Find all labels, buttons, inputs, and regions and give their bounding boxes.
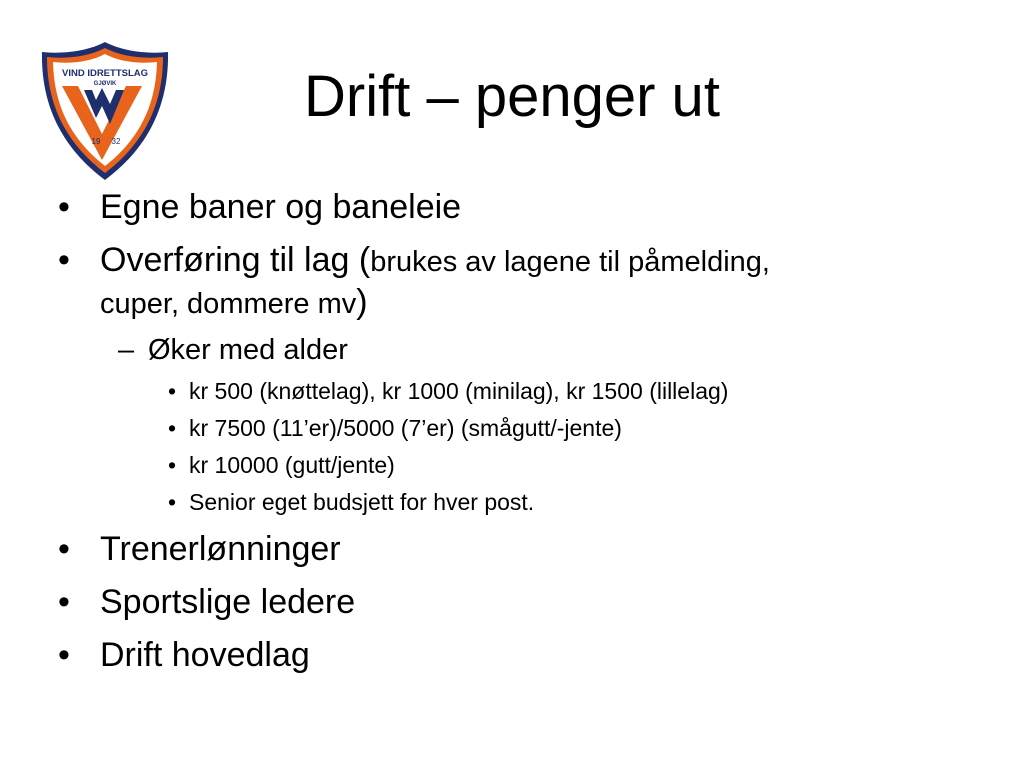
dash-marker: –: [118, 334, 135, 366]
sub-sub-list-item-text: kr 7500 (11’er)/5000 (7’er) (smågutt/-jente): [189, 415, 622, 441]
bullet-marker: •: [168, 378, 177, 404]
slide-title: Drift – penger ut: [304, 64, 720, 129]
bullet-marker: •: [168, 415, 177, 441]
bullet-marker: •: [168, 489, 177, 515]
sub-sub-list-item-text: kr 10000 (gutt/jente): [189, 452, 395, 478]
list-item-detail-text: brukes av lagene til påmelding,: [370, 246, 770, 278]
list-item-detail-text: cuper, dommere mv: [100, 288, 357, 320]
bullet-marker: •: [58, 241, 70, 279]
list-item-text: Sportslige ledere: [100, 583, 356, 621]
bullet-marker: •: [58, 530, 70, 568]
list-item-text: Egne baner og baneleie: [100, 188, 462, 226]
logo-top-text: VIND IDRETTSLAG: [61, 68, 149, 79]
logo-sub-text: GJØVIK: [93, 81, 117, 87]
list-item-main-text: Overføring til lag (: [100, 241, 371, 279]
bullet-marker: •: [58, 188, 70, 226]
list-item-text: Drift hovedlag: [100, 636, 310, 674]
list-item: [0, 240, 1024, 326]
logo-year-right: 32: [111, 137, 121, 146]
sub-list-item-text: Øker med alder: [148, 334, 348, 366]
sub-sub-list-item-text: Senior eget budsjett for hver post.: [189, 489, 535, 515]
list-item-close-paren: ): [356, 283, 368, 321]
list-item-text-continued: [100, 282, 368, 324]
bullet-marker: •: [58, 583, 70, 621]
bullet-marker: •: [168, 452, 177, 478]
sub-sub-list-item-text: kr 500 (knøttelag), kr 1000 (minilag), kr 1500 (lillelag): [189, 378, 729, 404]
list-item-text: [100, 240, 770, 282]
logo-year-left: 19: [91, 137, 101, 146]
bullet-marker: •: [58, 636, 70, 674]
list-item-text: Trenerlønninger: [100, 530, 341, 568]
